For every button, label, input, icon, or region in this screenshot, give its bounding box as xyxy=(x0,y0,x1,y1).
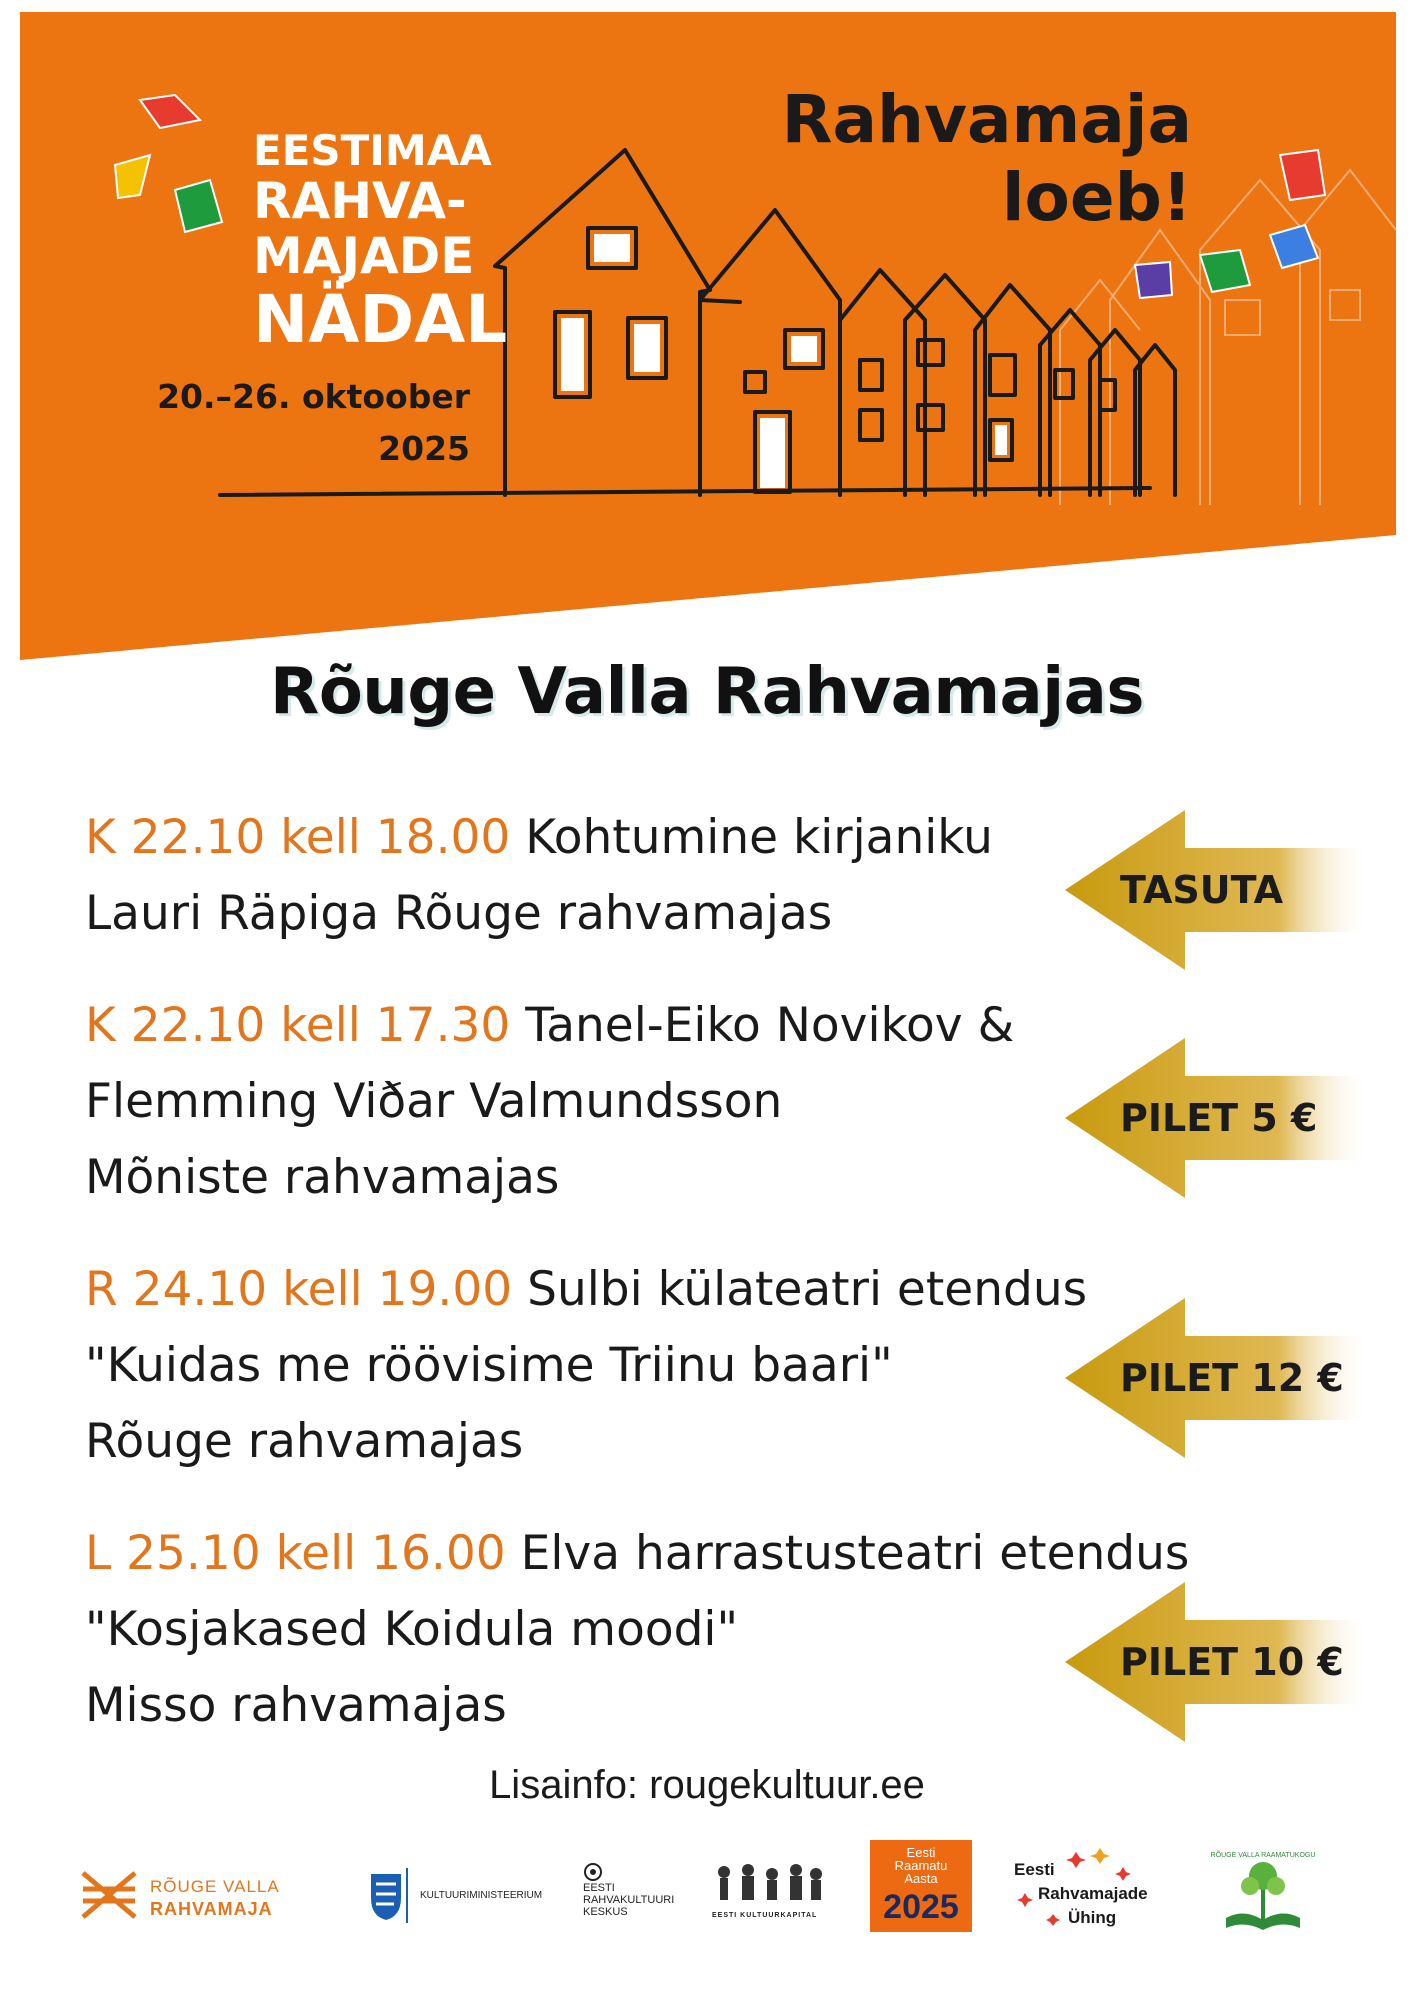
banner-slogan-line-2: loeb! xyxy=(1001,159,1192,236)
event-time: K 22.10 kell 17.30 xyxy=(85,998,511,1053)
logo-text: Ühing xyxy=(1068,1908,1117,1927)
logo-text: Raamatu xyxy=(894,1858,948,1873)
event-text: Kohtumine kirjaniku xyxy=(525,810,993,865)
event-4 xyxy=(85,1516,1190,1744)
event-2 xyxy=(85,988,1095,1216)
banner-title-line-2: RAHVA- xyxy=(253,172,467,230)
raamatu-aasta-logo xyxy=(870,1840,972,1932)
logo-text: RÕUGE VALLA RAAMATUKOGU xyxy=(1210,1852,1316,1859)
logo-text: EESTI KULTUURKAPITAL xyxy=(712,1912,818,1919)
event-text: "Kosjakased Koidula moodi" xyxy=(85,1602,739,1657)
event-text: Rõuge rahvamajas xyxy=(85,1414,524,1469)
logo-text: EESTI xyxy=(583,1882,615,1894)
banner-dates: 20.–26. oktoober xyxy=(157,377,470,416)
banner-title-line-4: NÄDAL xyxy=(253,281,508,358)
logo-text: KULTUURIMINISTEERIUM xyxy=(420,1890,543,1901)
logo-text: 2025 xyxy=(883,1888,959,1926)
ministry-logo xyxy=(368,1868,553,1923)
price-label: TASUTA xyxy=(1120,868,1283,912)
kultuurkapital-logo xyxy=(712,1860,827,1925)
event-text: Tanel-Eiko Novikov & xyxy=(525,998,1015,1053)
info-line: Lisainfo: rougekultuur.ee xyxy=(489,1763,925,1807)
event-text: Mõniste rahvamajas xyxy=(85,1150,560,1205)
event-1 xyxy=(85,800,1095,952)
logo-text: KESKUS xyxy=(583,1906,628,1918)
banner-year: 2025 xyxy=(378,429,470,468)
price-arrow-4 xyxy=(1065,1582,1370,1742)
price-arrow-3 xyxy=(1065,1298,1370,1458)
rouge-rahvamaja-logo xyxy=(78,1865,308,1925)
book-tree-icon xyxy=(1210,1848,1316,1936)
banner-slogan-line-1: Rahvamaja xyxy=(781,81,1192,158)
event-text: Misso rahvamajas xyxy=(85,1678,507,1733)
event-text: Lauri Räpiga Rõuge rahvamajas xyxy=(85,886,833,941)
figures-icon xyxy=(712,1860,827,1910)
logo-text: RAHVAMAJA xyxy=(150,1899,273,1919)
banner-title-line-1: EESTIMAA xyxy=(253,126,492,175)
cross-pattern-icon xyxy=(78,1865,140,1925)
page-title: Rõuge Valla Rahvamajas xyxy=(270,655,1144,729)
price-label: PILET 5 € xyxy=(1120,1096,1318,1140)
event-time: L 25.10 kell 16.00 xyxy=(85,1526,506,1581)
rahvamajade-uhing-logo xyxy=(1010,1848,1170,1933)
price-arrow-2 xyxy=(1065,1038,1370,1198)
logo-text: Eesti xyxy=(906,1845,936,1860)
event-text: Elva harrastusteatri etendus xyxy=(520,1526,1190,1581)
price-arrow-1 xyxy=(1065,810,1370,970)
event-text: "Kuidas me röövisime Triinu baari" xyxy=(85,1338,893,1393)
banner xyxy=(0,0,1414,700)
logo-text: Eesti xyxy=(1014,1860,1055,1879)
event-3 xyxy=(85,1252,1095,1480)
event-time: R 24.10 kell 19.00 xyxy=(85,1262,513,1317)
logo-text: RÕUGE VALLA xyxy=(150,1877,280,1896)
logo-text: Aasta xyxy=(904,1871,938,1886)
logo-text: RAHVAKULTUURI xyxy=(583,1894,675,1906)
event-text: Flemming Viðar Valmundsson xyxy=(85,1074,783,1129)
rosette-icon xyxy=(583,1862,603,1882)
logo-text: Rahvamajade xyxy=(1038,1884,1148,1903)
raamatukogu-logo xyxy=(1210,1848,1316,1936)
rkk-logo xyxy=(583,1862,693,1924)
price-label: PILET 12 € xyxy=(1120,1356,1344,1400)
coat-of-arms-icon xyxy=(368,1868,408,1923)
banner-title-line-3: MAJADE xyxy=(253,227,475,285)
price-label: PILET 10 € xyxy=(1120,1640,1344,1684)
sponsor-logos xyxy=(0,1830,1414,1940)
event-text: Sulbi külateatri etendus xyxy=(527,1262,1088,1317)
event-time: K 22.10 kell 18.00 xyxy=(85,810,511,865)
